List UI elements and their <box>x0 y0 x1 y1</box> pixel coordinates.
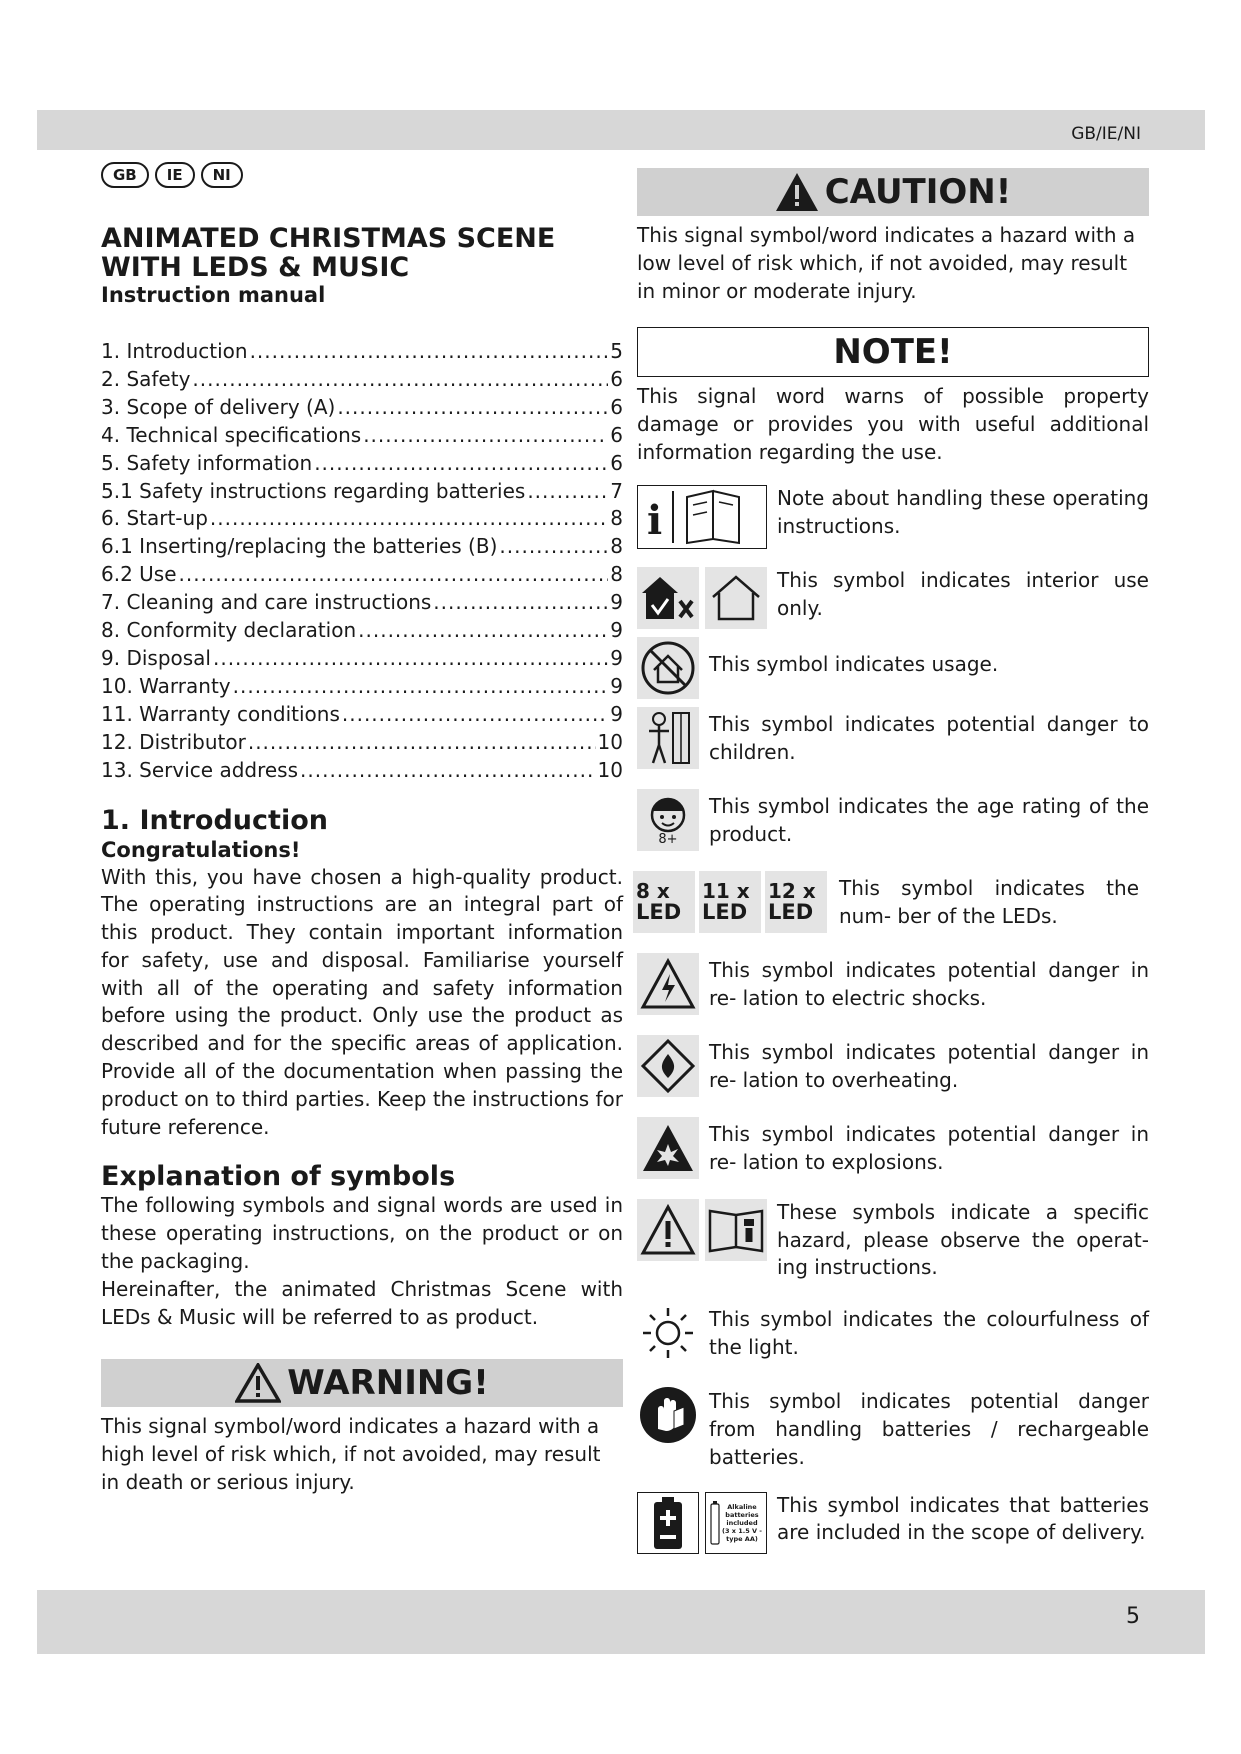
symbol-row-interior <box>637 567 1149 629</box>
toc-row <box>101 422 623 450</box>
warning-text: This signal symbol/word indicates a hazard with a high level of risk which, if not avoided, may result in death or serious injury. <box>101 1414 601 1495</box>
battery-icon <box>637 1492 699 1554</box>
battery-note-line-2: batteries <box>725 1510 759 1519</box>
toc-row <box>101 757 623 785</box>
flag-ie: IE <box>155 162 195 188</box>
explosion-icon <box>637 1117 699 1179</box>
toc-label: 6.2 Use <box>101 562 177 587</box>
read-manual-icon <box>705 1199 767 1261</box>
interior-use-icon <box>637 567 699 629</box>
toc-page: 6 <box>610 422 623 447</box>
battery-note-line-3: included <box>726 1518 758 1527</box>
symbols-intro-text: The following symbols and signal words are used in these operating instructions, on the product or on the packaging. <box>101 1193 623 1274</box>
symbol-text-light: This symbol indicates the colourfulness of the light. <box>709 1307 1149 1359</box>
toc-row <box>101 338 623 366</box>
symbol-row-batteries-included <box>637 1492 1149 1554</box>
document-subtitle: Instruction manual <box>101 283 326 307</box>
toc-label: 2. Safety <box>101 366 191 391</box>
toc-leader <box>314 450 608 478</box>
toc-label: 6. Start-up <box>101 506 208 531</box>
flag-ni: NI <box>201 162 243 188</box>
toc-row <box>101 645 623 673</box>
toc-page: 6 <box>610 450 623 475</box>
symbol-row-age <box>637 789 1149 851</box>
warning-block <box>101 1359 623 1496</box>
toc-label: 8. Conformity declaration <box>101 618 357 643</box>
product-reference-text: Hereinafter, the animated Christmas Scene with LEDs & Music will be referred to as product. <box>101 1276 623 1329</box>
symbol-text-battery-danger: This symbol indicates potential danger from handling batteries / rechargeable batteries. <box>709 1389 1149 1469</box>
symbol-text-electric: This symbol indicates potential danger in re- lation to electric shocks. <box>709 957 1149 1010</box>
toc-row <box>101 561 623 589</box>
note-text: This signal word warns of possible property damage or provides you with useful additional information regarding the use. <box>637 384 1149 464</box>
toc-leader <box>250 338 609 366</box>
hazard-triangle-icon <box>637 1199 699 1261</box>
toc-page: 9 <box>610 645 623 670</box>
battery-note-line-1: Alkaline <box>727 1502 757 1511</box>
toc-leader <box>233 673 609 701</box>
left-column <box>101 162 623 1497</box>
battery-note-line-5: type AA) <box>726 1534 758 1543</box>
toc-leader <box>213 645 608 673</box>
manual-info-icon <box>637 485 767 549</box>
light-colour-icon <box>637 1302 699 1364</box>
toc-label: 10. Warranty <box>101 673 231 698</box>
note-label: NOTE! <box>833 332 953 373</box>
congratulations-heading: Congratulations! <box>101 837 301 862</box>
svg-text:i: i <box>647 496 663 544</box>
note-block <box>637 327 1149 466</box>
toc-label: 11. Warranty conditions <box>101 701 340 726</box>
language-code: GB/IE/NI <box>1071 124 1141 144</box>
toc-page: 10 <box>597 729 623 754</box>
caution-block <box>637 168 1149 305</box>
caution-banner <box>637 168 1149 216</box>
caution-triangle-icon <box>775 172 819 212</box>
symbol-text-explosion: This symbol indicates potential danger in re- lation to explosions. <box>709 1121 1149 1174</box>
toc-label: 13. Service address <box>101 757 299 782</box>
led-11-icon <box>699 871 761 933</box>
toc-leader <box>192 366 608 394</box>
toc-leader <box>342 701 608 729</box>
warning-banner <box>101 1359 623 1407</box>
symbol-text-age: This symbol indicates the age rating of the product. <box>709 793 1149 846</box>
toc-page: 6 <box>610 366 623 391</box>
toc-label: 7. Cleaning and care instructions <box>101 590 432 615</box>
title-line-1: ANIMATED CHRISTMAS SCENE <box>101 223 556 254</box>
footer-band <box>37 1590 1205 1654</box>
header-band <box>37 110 1205 150</box>
led-8-icon <box>633 871 695 933</box>
toc-row <box>101 366 623 394</box>
symbol-row-children <box>637 707 1149 769</box>
symbol-row-manual <box>637 485 1149 549</box>
warning-triangle-icon <box>235 1363 281 1403</box>
led-count-icon <box>633 871 827 933</box>
battery-danger-icon <box>637 1384 699 1446</box>
toc-label: 12. Distributor <box>101 729 246 754</box>
caution-label: CAUTION! <box>824 172 1012 212</box>
overheating-icon <box>637 1035 699 1097</box>
toc-label: 5.1 Safety instructions regarding batteries <box>101 478 526 503</box>
toc-page: 9 <box>610 590 623 615</box>
toc-leader <box>499 533 608 561</box>
toc-label: 5. Safety information <box>101 450 313 475</box>
toc-label: 9. Disposal <box>101 645 211 670</box>
symbol-row-light <box>637 1302 1149 1364</box>
toc-row <box>101 533 623 561</box>
toc-leader <box>337 394 608 422</box>
toc-leader <box>363 422 608 450</box>
toc-page: 8 <box>610 534 623 559</box>
toc-page: 5 <box>610 339 623 363</box>
children-danger-icon <box>637 707 699 769</box>
toc-page: 6 <box>610 394 623 419</box>
toc-page: 10 <box>597 757 623 782</box>
led-12-icon <box>765 871 827 933</box>
toc-row <box>101 673 623 701</box>
toc-row <box>101 505 623 533</box>
symbol-row-hazard <box>637 1199 1149 1282</box>
symbol-row-battery-danger <box>637 1384 1149 1471</box>
symbol-row-explosion <box>637 1117 1149 1179</box>
symbol-row-electric <box>637 953 1149 1015</box>
document-title <box>101 224 623 282</box>
toc-label: 1. Introduction <box>101 339 248 363</box>
age-rating-label: 8+ <box>658 831 678 847</box>
country-flags <box>101 162 623 190</box>
introduction-heading: 1. Introduction <box>101 804 328 836</box>
toc-page: 8 <box>610 562 623 587</box>
title-line-2: WITH LEDS & MUSIC <box>101 252 410 283</box>
toc-row <box>101 478 623 506</box>
led-label-8: LED <box>636 899 682 924</box>
toc-page: 8 <box>610 506 623 531</box>
toc-leader <box>248 729 596 757</box>
toc-label: 3. Scope of delivery (A) <box>101 394 336 419</box>
led-label-12: LED <box>768 899 814 924</box>
introduction-text: With this, you have chosen a high-quality product. The operating instructions are an integral part of this product. They contain important information for safety, use and disposal. Familiarise yourself with all of the operating and safety information before using the product. Only use the product as described and for the specific areas of application. Provide all of the documentation when passing the product on to third parties. Keep the instructions for future reference. <box>101 864 623 1139</box>
toc-label: 6.1 Inserting/replacing the batteries (B) <box>101 534 498 559</box>
usage-icon <box>637 637 699 699</box>
symbol-text-batteries-included: This symbol indicates that batteries are included in the scope of delivery. <box>777 1492 1149 1545</box>
flag-gb: GB <box>101 162 149 188</box>
toc-label: 4. Technical specifications <box>101 422 362 447</box>
toc-page: 9 <box>610 701 623 726</box>
symbol-text-usage: This symbol indicates usage. <box>709 651 999 676</box>
led-count-11: 11 x <box>702 878 750 903</box>
toc-row <box>101 589 623 617</box>
symbol-row-led <box>637 871 1149 933</box>
warning-label: WARNING! <box>287 1363 489 1404</box>
symbols-heading: Explanation of symbols <box>101 1161 456 1193</box>
led-count-8: 8 x <box>636 878 670 903</box>
introduction-section <box>101 805 623 1142</box>
toc-row <box>101 617 623 645</box>
toc-page: 7 <box>610 478 623 503</box>
right-column <box>637 168 1149 1554</box>
toc-leader <box>358 617 608 645</box>
symbol-text-overheating: This symbol indicates potential danger in re- lation to overheating. <box>709 1039 1149 1092</box>
caution-text: This signal symbol/word indicates a hazard with a low level of risk which, if not avoided, may result in minor or moderate injury. <box>637 223 1136 303</box>
toc-row <box>101 729 623 757</box>
toc-leader <box>527 478 608 506</box>
symbol-text-led: This symbol indicates the num- ber of the LEDs. <box>839 875 1139 928</box>
toc-row <box>101 394 623 422</box>
age-rating-icon <box>637 789 699 851</box>
led-count-12: 12 x <box>768 878 816 903</box>
toc-leader <box>433 589 608 617</box>
battery-note-line-4: (3 x 1.5 V - <box>722 1526 762 1535</box>
page-number: 5 <box>1126 1604 1140 1629</box>
toc-row <box>101 450 623 478</box>
toc-leader <box>300 757 596 785</box>
toc-page: 9 <box>610 618 623 643</box>
symbol-text-manual: Note about handling these operating instructions. <box>777 485 1149 538</box>
toc-leader <box>179 561 609 589</box>
note-banner <box>637 327 1149 377</box>
symbol-row-usage <box>637 637 1149 699</box>
electric-shock-icon <box>637 953 699 1015</box>
symbols-explanation-section <box>101 1161 623 1331</box>
table-of-contents <box>101 338 623 785</box>
toc-row <box>101 701 623 729</box>
symbol-text-hazard: These symbols indicate a specific hazard, please observe the operat- ing instructions. <box>777 1199 1149 1280</box>
symbol-text-children: This symbol indicates potential danger to children. <box>709 711 1149 764</box>
toc-leader <box>210 505 608 533</box>
symbol-row-overheating <box>637 1035 1149 1097</box>
led-label-11: LED <box>702 899 748 924</box>
batteries-included-icon <box>705 1492 767 1554</box>
toc-page: 9 <box>610 673 623 698</box>
house-outline-icon <box>705 567 767 629</box>
symbol-text-interior: This symbol indicates interior use only. <box>777 567 1149 620</box>
